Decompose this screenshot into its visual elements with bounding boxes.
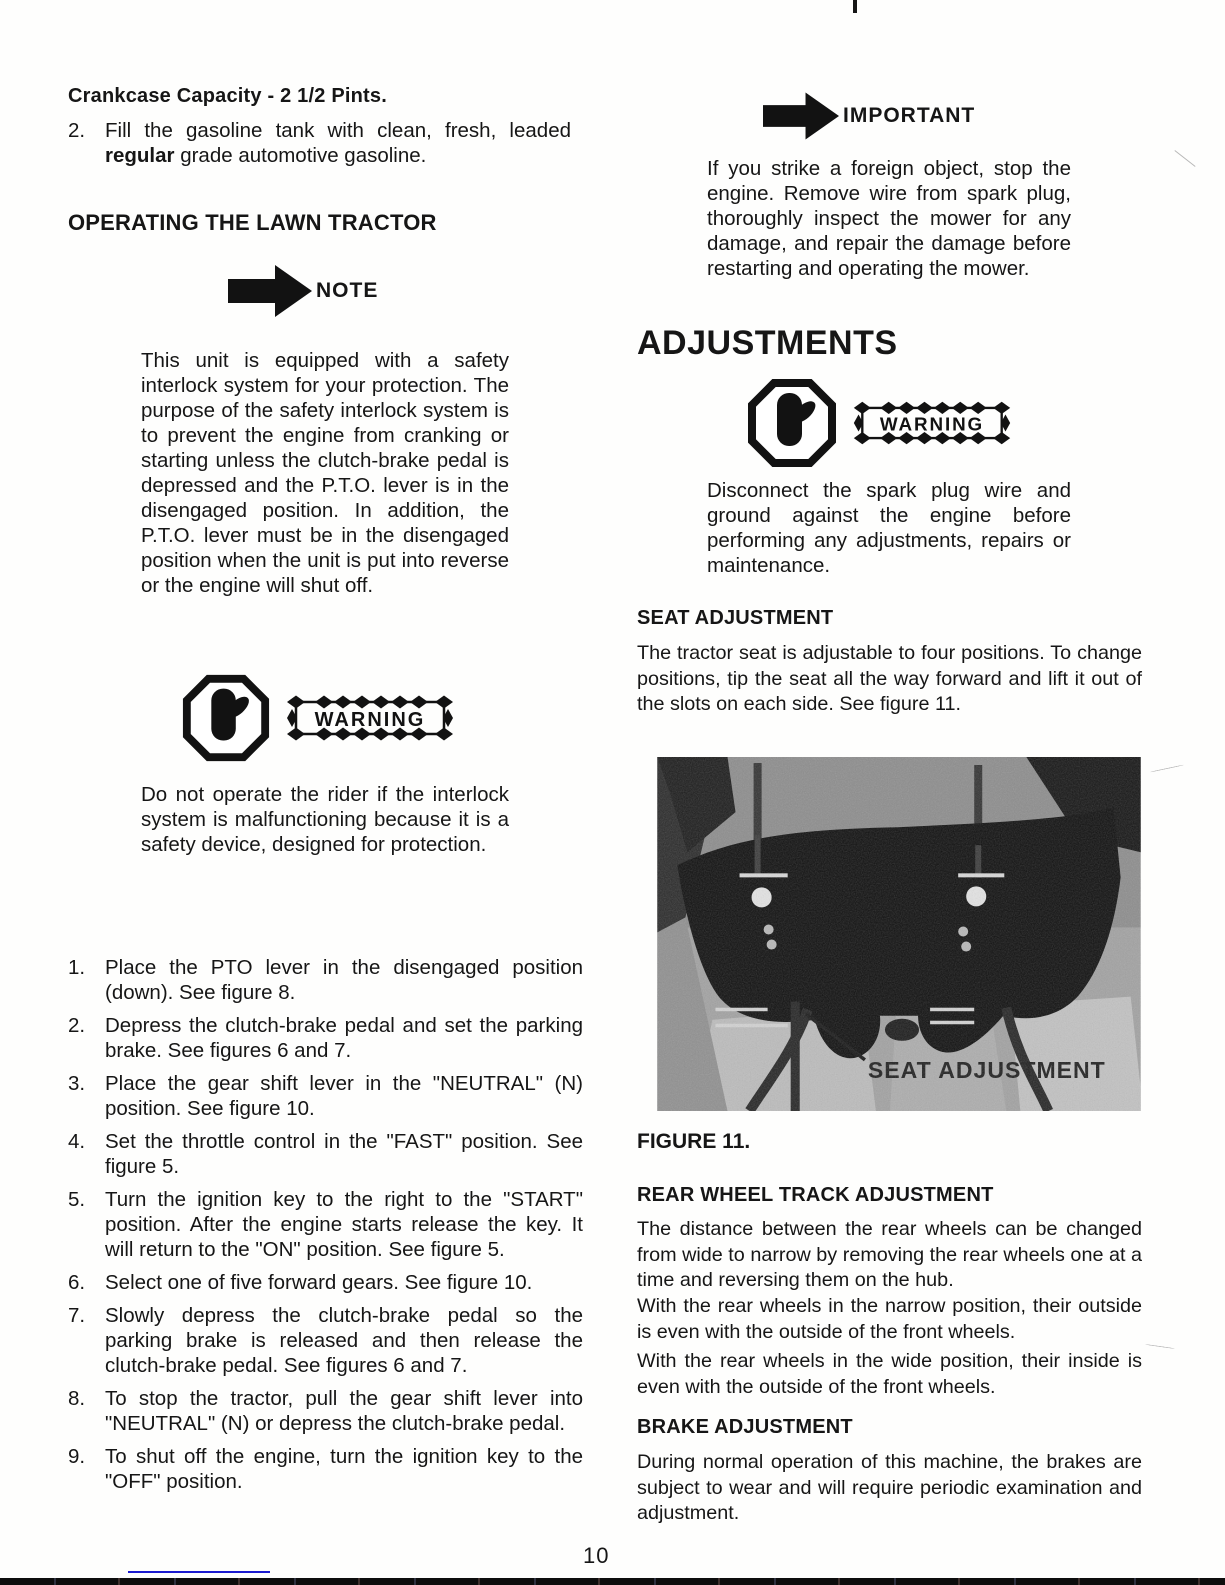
step-number: 6. <box>68 1271 86 1294</box>
step-item <box>68 1303 588 1378</box>
step-number: 3. <box>68 1072 86 1095</box>
step-item <box>68 955 588 1005</box>
rear-wheel-paragraph-3: With the rear wheels in the wide position, their inside is even with the outside of the front wheels. <box>637 1350 1142 1398</box>
rider-warning-paragraph: Do not operate the rider if the interlock system is malfunctioning because it is a safety device, designed for protection. <box>141 783 509 856</box>
important-paragraph: If you strike a foreign object, stop the engine. Remove wire from spark plug, thoroughly inspect the mower for any damage, and repair the damage before restarting and operating the mower. <box>707 157 1071 280</box>
step-item <box>68 1013 588 1063</box>
step-item <box>68 1444 588 1494</box>
crankcase-capacity-heading: Crankcase Capacity - 2 1/2 Pints. <box>68 85 387 107</box>
step-text: Select one of five forward gears. See figure 10. <box>105 1271 533 1294</box>
step-text: Depress the clutch-brake pedal and set the parking brake. See figures 6 and 7. <box>105 1014 583 1062</box>
seat-adjustment-paragraph: The tractor seat is adjustable to four positions. To change positions, tip the seat all the way forward and lift it out of the slots on each side. See figure 11. <box>637 642 1142 715</box>
fuel-step-text-pre: Fill the gasoline tank with clean, fresh, leaded <box>105 119 571 142</box>
figure-11-photo <box>657 757 1141 1111</box>
step-number: 2. <box>68 1014 86 1037</box>
note-callout <box>228 264 378 318</box>
warning-callout <box>745 376 1013 470</box>
step-number: 8. <box>68 1387 86 1410</box>
fuel-step <box>68 118 573 168</box>
step-number: 7. <box>68 1304 86 1327</box>
figure-11-caption: FIGURE 11. <box>637 1130 751 1153</box>
interlock-paragraph: This unit is equipped with a safety interlock system for your protection. The purpose of the safety interlock system is to prevent the engine from cranking or starting unless the clutch-brake pedal is depressed and the P.T.O. lever is in the disengaged position. In addition, the P.T.O. lever must be in the disengaged position when the unit is put into reverse or the engine will shut off. <box>141 349 509 597</box>
step-item <box>68 1270 588 1295</box>
step-number: 9. <box>68 1445 86 1468</box>
scan-artifact <box>1145 1344 1175 1349</box>
spark-plug-warning-paragraph: Disconnect the spark plug wire and ground against the engine before performing any adjustments, repairs or maintenance. <box>707 479 1071 577</box>
scan-artifact <box>1150 764 1183 772</box>
step-text: Set the throttle control in the "FAST" position. See figure 5. <box>105 1130 583 1178</box>
adjustments-heading: ADJUSTMENTS <box>637 324 898 362</box>
operating-section-heading: OPERATING THE LAWN TRACTOR <box>68 210 437 235</box>
scan-artifact <box>1174 150 1195 167</box>
rear-wheel-heading: REAR WHEEL TRACK ADJUSTMENT <box>637 1184 994 1206</box>
warning-banner <box>851 394 1013 452</box>
brake-adjustment-heading: BRAKE ADJUSTMENT <box>637 1416 853 1438</box>
left-column <box>68 0 598 1585</box>
step-item <box>68 1071 588 1121</box>
warning-banner-label: WARNING <box>879 413 985 435</box>
right-column <box>637 0 1142 1585</box>
note-label: NOTE <box>316 279 379 302</box>
fuel-step-text-post: grade automotive gasoline. <box>174 144 427 167</box>
step-number: 2. <box>68 119 86 142</box>
warning-banner <box>284 689 456 747</box>
step-number: 5. <box>68 1188 86 1211</box>
important-arrow-icon <box>763 90 839 142</box>
fuel-step-text <box>105 118 571 168</box>
step-text: To stop the tractor, pull the gear shift lever into "NEUTRAL" (N) or depress the clutch-brake pedal. <box>105 1387 583 1435</box>
warning-banner-label: WARNING <box>314 709 426 731</box>
page-number: 10 <box>583 1543 610 1568</box>
step-number: 4. <box>68 1130 86 1153</box>
important-label: IMPORTANT <box>843 104 976 127</box>
scan-blue-line <box>128 1571 270 1573</box>
step-item <box>68 1386 588 1436</box>
operating-steps-list <box>68 955 588 1502</box>
photo-grain <box>657 757 1140 1111</box>
important-callout <box>763 90 975 142</box>
fuel-step-text-bold: regular <box>105 144 175 167</box>
rear-wheel-paragraph-1: The distance between the rear wheels can be changed from wide to narrow by removing the rear wheels one at a time and reversing them on the hub. <box>637 1218 1142 1291</box>
warning-octagon-icon <box>180 672 272 764</box>
step-number: 1. <box>68 956 86 979</box>
seat-adjustment-heading: SEAT ADJUSTMENT <box>637 607 834 629</box>
step-text: Turn the ignition key to the right to the "START" position. After the engine starts release the key. It will return to the "ON" position. See figure 5. <box>105 1188 583 1261</box>
scan-edge-bar <box>0 1578 1225 1585</box>
warning-octagon-icon <box>745 376 839 470</box>
step-item <box>68 1187 588 1262</box>
rear-wheel-paragraph-2: With the rear wheels in the narrow position, their outside is even with the outside of the front wheels. <box>637 1295 1142 1343</box>
step-text: Place the PTO lever in the disengaged position (down). See figure 8. <box>105 956 583 1004</box>
step-text: To shut off the engine, turn the ignition key to the "OFF" position. <box>105 1445 583 1493</box>
step-text: Place the gear shift lever in the "NEUTRAL" (N) position. See figure 10. <box>105 1072 583 1120</box>
note-arrow-icon <box>228 264 312 318</box>
brake-adjustment-paragraph: During normal operation of this machine, the brakes are subject to wear and will require periodic examination and adjustment. <box>637 1451 1142 1524</box>
warning-callout <box>180 672 456 764</box>
step-text: Slowly depress the clutch-brake pedal so the parking brake is released and then release the clutch-brake pedal. See figures 6 and 7. <box>105 1304 583 1377</box>
step-item <box>68 1129 588 1179</box>
